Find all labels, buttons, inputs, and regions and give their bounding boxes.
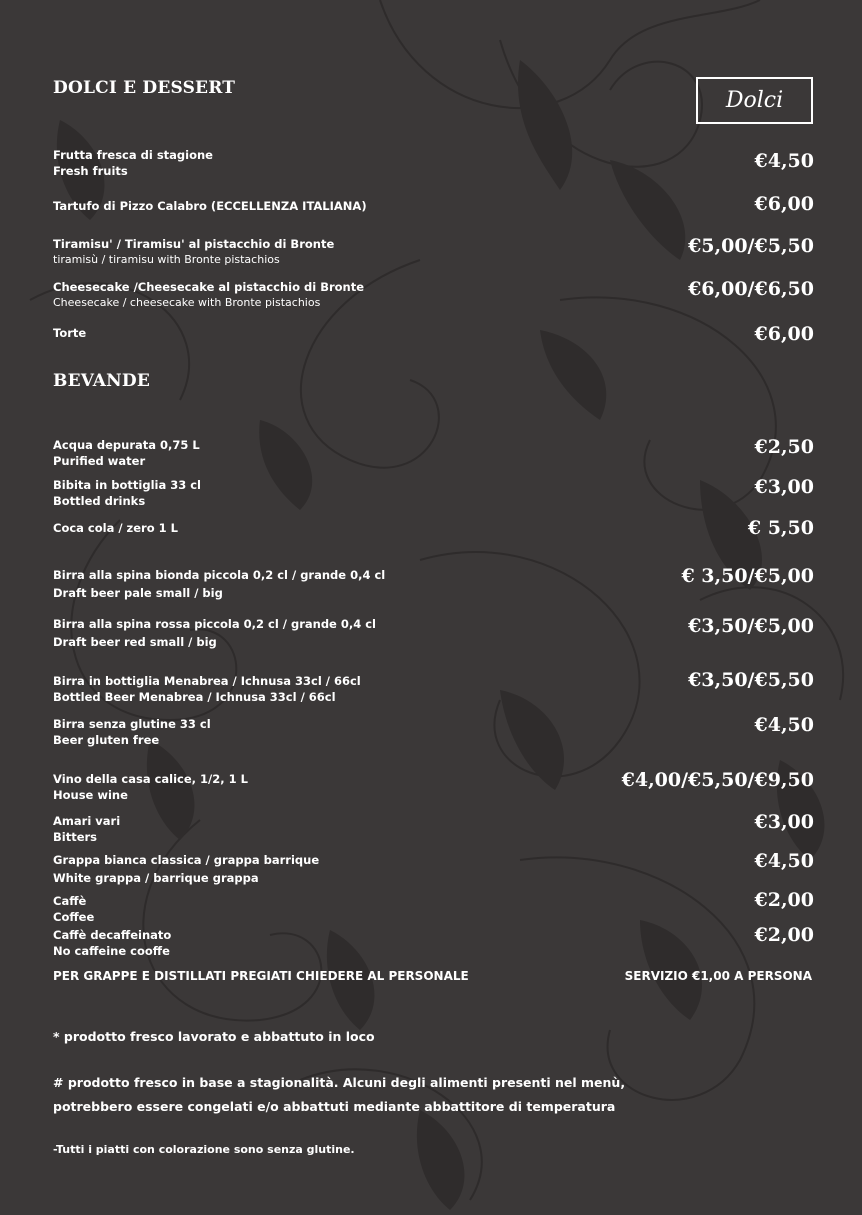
item-name: Caffè decaffeinato [53,928,172,942]
item-price: € 3,50/€5,00 [681,565,814,587]
drink-item [53,437,200,469]
note-fresh-product: * prodotto fresco lavorato e abbattuto in loco [53,1029,375,1044]
dessert-item [53,147,213,179]
footer-service-charge: SERVIZIO €1,00 A PERSONA [624,969,812,983]
item-translation: Bottled drinks [53,494,146,508]
item-price: €4,50 [754,714,814,736]
item-translation: Bitters [53,830,98,844]
drinks-section-title: BEVANDE [53,371,151,391]
drink-item [53,673,361,705]
item-price: €5,00/€5,50 [688,235,814,257]
item-price: €2,00 [754,889,814,911]
item-name: Birra senza glutine 33 cl [53,717,211,731]
item-price: €2,50 [754,436,814,458]
item-translation: Cheesecake / cheesecake with Bronte pistachios [53,296,321,309]
item-price: €2,00 [754,924,814,946]
item-translation: White grappa / barrique grappa [53,871,259,885]
item-name: Frutta fresca di stagione [53,148,213,162]
item-price: €6,00/€6,50 [688,278,814,300]
note-seasonal-line-2: potrebbero essere congelati e/o abbattuti mediante abbattitore di temperatura [53,1099,616,1114]
drink-item [53,893,94,925]
drink-item [53,520,178,536]
item-translation: Purified water [53,454,146,468]
drink-item [53,771,248,803]
dessert-section-title: DOLCI E DESSERT [53,78,236,98]
item-translation: Draft beer red small / big [53,635,217,649]
item-price: €4,00/€5,50/€9,50 [621,769,814,791]
item-price: €3,50/€5,00 [688,615,814,637]
drink-item [53,927,171,959]
drink-item [53,616,376,650]
dessert-item [53,236,334,267]
item-price: €6,00 [754,193,814,215]
item-name: Birra alla spina rossa piccola 0,2 cl / grande 0,4 cl [53,617,376,631]
drink-item [53,567,385,601]
item-name: Birra in bottiglia Menabrea / Ichnusa 33cl / 66cl [53,674,361,688]
item-price: €3,00 [754,476,814,498]
item-name: Amari vari [53,814,121,828]
item-price: €6,00 [754,323,814,345]
dessert-item [53,325,86,341]
dessert-item [53,198,367,214]
dessert-item [53,279,364,310]
item-price: € 5,50 [747,517,814,539]
item-translation: Bottled Beer Menabrea / Ichnusa 33cl / 66cl [53,690,336,704]
item-translation: Fresh fruits [53,164,128,178]
item-translation: Coffee [53,910,95,924]
item-price: €4,50 [754,150,814,172]
item-translation: tiramisù / tiramisu with Bronte pistachios [53,253,280,266]
item-name: Grappa bianca classica / grappa barrique [53,853,320,867]
footer-grappa-note: PER GRAPPE E DISTILLATI PREGIATI CHIEDERE AL PERSONALE [53,969,469,983]
item-translation: No caffeine cooffe [53,944,170,958]
item-name: Tiramisu' / Tiramisu' al pistacchio di Bronte [53,237,335,251]
drink-item [53,477,201,509]
item-translation: Beer gluten free [53,733,160,747]
item-price: €3,00 [754,811,814,833]
item-price: €4,50 [754,850,814,872]
item-name: Cheesecake /Cheesecake al pistacchio di Bronte [53,280,365,294]
item-translation: House wine [53,788,128,802]
item-name: Bibita in bottiglia 33 cl [53,478,201,492]
item-name: Torte [53,326,87,340]
dolci-badge: Dolci [696,77,813,124]
drink-item [53,813,120,845]
note-seasonal-line-1: # prodotto fresco in base a stagionalità. Alcuni degli alimenti presenti nel menù, [53,1075,626,1090]
item-translation: Draft beer pale small / big [53,586,223,600]
drink-item [53,852,319,886]
item-price: €3,50/€5,50 [688,669,814,691]
item-name: Vino della casa calice, 1/2, 1 L [53,772,248,786]
item-name: Birra alla spina bionda piccola 0,2 cl / grande 0,4 cl [53,568,386,582]
item-name: Coca cola / zero 1 L [53,521,178,535]
item-name: Caffè [53,894,87,908]
item-name: Acqua depurata 0,75 L [53,438,200,452]
drink-item [53,716,211,748]
note-gluten-free: -Tutti i piatti con colorazione sono senza glutine. [53,1143,355,1156]
item-name: Tartufo di Pizzo Calabro (ECCELLENZA ITALIANA) [53,199,367,213]
